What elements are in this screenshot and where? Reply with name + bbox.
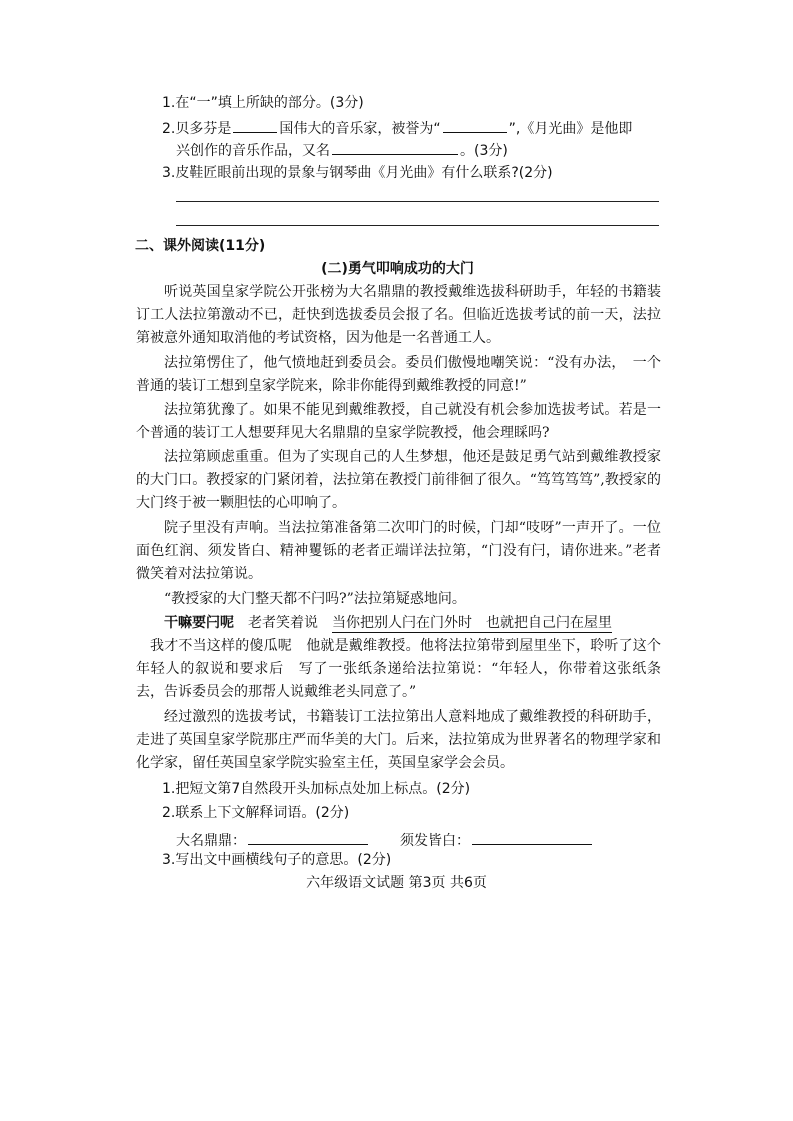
article-paragraph-6: “教授家的大门整天都不闩吗?”法拉第疑惑地问。 bbox=[164, 591, 466, 607]
article-paragraph-1: 听说英国皇家学院公开张榜为大名鼎鼎的教授戴维选拔科研助手，年轻的书籍装订工人法拉第激动不已，赶快到选拔委员会报了名。但临近选拔考试的前一天，法拉第被意外通知取消他的考试资格，因为他是一名普通工人。 bbox=[136, 284, 661, 346]
article-paragraph-5: 院子里没有声响。当法拉第准备第二次叩门的时候，门却“吱呀”一声开了。一位面色红润、须发皆白、精神矍铄的老者正端详法拉第，“门没有闩，请你进来。”老者微笑着对法拉第说。 bbox=[136, 520, 661, 582]
article-paragraph-2: 法拉第愣住了，他气愤地赶到委员会。委员们傲慢地嘲笑说：“没有办法， 一个普通的装订工想到皇家学院来，除非你能得到戴维教授的同意!” bbox=[136, 355, 661, 394]
term-2-label: 须发皆白： bbox=[400, 833, 470, 849]
question-3-connection: 3.皮鞋匠眼前出现的景象与钢琴曲《月光曲》有什么联系?(2分) bbox=[162, 165, 553, 181]
answer-line-1[interactable] bbox=[176, 201, 659, 202]
question-2-text-c: ”,《月光曲》是他即 bbox=[508, 121, 633, 137]
article-paragraph-3: 法拉第犹豫了。如果不能见到戴维教授，自己就没有机会参加选拔考试。若是一个普通的装订工人想要拜见大名鼎鼎的皇家学院教授，他会理睬吗? bbox=[136, 402, 661, 441]
article-paragraph-8: 经过激烈的选拔考试，书籍装订工法拉第出人意料地成了戴维教授的科研助手，走进了英国皇家学院那庄严而华美的大门。后来，法拉第成为世界著名的物理学家和化学家，留任英国皇家学院实验室主任，英国皇家学会会员。 bbox=[136, 709, 661, 771]
term-2-answer-blank[interactable] bbox=[472, 829, 592, 845]
question-underlined-meaning: 3.写出文中画横线句子的意思。(2分) bbox=[162, 852, 392, 868]
paragraph-7-speaker: 老者笑着说 bbox=[234, 615, 332, 631]
article-paragraph-7-cont: 我才不当这样的傻瓜呢 他就是戴维教授。他将法拉第带到屋里坐下，聆听了这个年轻人的叙说和要求后 写了一张纸条递给法拉第说：“年轻人，你带着这张纸条去，告诉委员会的那帮人说戴维老头同意了。” bbox=[136, 638, 661, 700]
question-2-text-d: 兴创作的音乐作品，又名 bbox=[176, 143, 330, 159]
underlined-sentence: 当你把别人闩在门外时 也就把自己闩在屋里 bbox=[332, 615, 612, 631]
question-punctuation: 1.把短文第7自然段开头加标点处加上标点。(2分) bbox=[162, 781, 471, 797]
answer-blank-title[interactable] bbox=[443, 117, 507, 133]
page-footer: 六年级语文试题 第3页 共6页 bbox=[306, 875, 487, 891]
question-2-text-e: 。(3分) bbox=[460, 143, 508, 159]
article-title: (二)勇气叩响成功的大门 bbox=[321, 261, 474, 277]
paragraph-7-bold-phrase: 干嘛要闩呢 bbox=[164, 615, 234, 631]
article-paragraph-4: 法拉第顾虑重重。但为了实现自己的人生梦想，他还是鼓足勇气站到戴维教授家的大门口。教授家的门紧闭着，法拉第在教授门前徘徊了很久。“笃笃笃笃”,教授家的大门终于被一颗胆怯的心叩响了。 bbox=[136, 449, 661, 511]
answer-blank-alias[interactable] bbox=[332, 139, 458, 155]
question-1-fill-blanks: 1.在“一”填上所缺的部分。(3分) bbox=[162, 95, 364, 111]
term-1-label: 大名鼎鼎： bbox=[176, 833, 246, 849]
term-row bbox=[176, 829, 594, 851]
question-2-line-1 bbox=[162, 117, 632, 139]
answer-blank-country[interactable] bbox=[233, 117, 277, 133]
question-2-text-a: 2.贝多芬是 bbox=[162, 121, 232, 137]
question-explain-words: 2.联系上下文解释词语。(2分) bbox=[162, 805, 350, 821]
answer-line-2[interactable] bbox=[176, 225, 659, 226]
question-2-text-b: 国伟大的音乐家，被誉为“ bbox=[279, 121, 441, 137]
term-1-answer-blank[interactable] bbox=[248, 829, 368, 845]
article-paragraph-7-start bbox=[136, 612, 661, 635]
section-heading: 二、课外阅读(11分) bbox=[135, 238, 266, 254]
question-2-line-2 bbox=[176, 139, 508, 161]
